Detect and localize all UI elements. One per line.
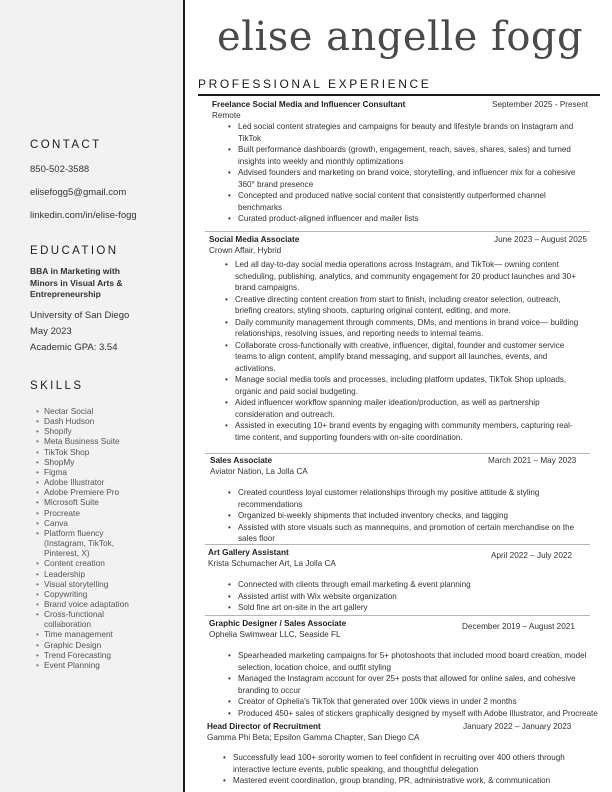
contact-phone: 850-502-3588 [30, 164, 90, 175]
job-dates: June 2023 – August 2025 [494, 235, 587, 244]
skill-item: • Content creation [36, 558, 146, 568]
job-divider [205, 453, 590, 454]
skill-item: • Visual storytelling [36, 579, 146, 589]
job-bullet: • Connected with clients through email marketing & event planning [228, 579, 583, 591]
skill-item: • Shopify [36, 426, 146, 436]
job-bullet: • Advised founders and marketing on brand voice, storytelling, and influencer mix for a cohesive 360° brand presence [228, 167, 583, 190]
experience-rule [198, 94, 600, 96]
job-bullet: • Assisted artist with Wix website organization [228, 591, 583, 603]
job-org: Aviator Nation, La Jolla CA [210, 467, 308, 476]
job-title: Sales Associate [210, 456, 273, 465]
job-bullet: • Creative directing content creation from start to finish, including creator selection, outreach, briefing creators, styling shoots, capturing original content, editing, and more. [225, 294, 585, 317]
education-gpa: Academic GPA: 3.54 [30, 342, 118, 353]
skill-item: • Platform fluency (Instagram, TikTok, Pinterest, X) [36, 528, 146, 558]
job-title: Head Director of Recruitment [207, 722, 321, 731]
job-bullets [225, 259, 585, 443]
skill-item: • Graphic Design [36, 640, 146, 650]
skill-item: • Procreate [36, 508, 146, 518]
job-bullet: • Led social content strategies and campaigns for beauty and lifestyle brands on Instagram and TikTok [228, 121, 583, 144]
skill-item: • Time management [36, 629, 146, 639]
job-bullet: • Manage social media tools and processes, including platform updates, TikTok Shop uploads, organic and paid social budgeting. [225, 374, 585, 397]
skill-item: • Nectar Social [36, 406, 146, 416]
experience-heading: PROFESSIONAL EXPERIENCE [198, 77, 432, 91]
job-bullet: • Assisted in executing 10+ brand events by engaging with community members, capturing real-time content, and supporting founders with on-site coordination. [225, 420, 585, 443]
job-bullets [223, 752, 588, 787]
job-org: Krista Schumacher Art, La Jolla CA [208, 559, 336, 568]
job-bullet: • Produced 450+ sales of stickers graphically designed by myself with Adobe Illustrator, and Procreate [228, 708, 598, 720]
job-bullet: • Daily community management through comments, DMs, and mentions in brand voice— building relationships, resolving issues, and reporting needs to internal teams. [225, 317, 585, 340]
job-bullets [228, 579, 583, 614]
job-divider [205, 615, 590, 616]
contact-linkedin: linkedin.com/in/elise-fogg [30, 210, 137, 221]
skill-item: • Trend Forecasting [36, 650, 146, 660]
education-degree: BBA in Marketing with Minors in Visual Arts & Entrepreneurship [30, 266, 123, 299]
skill-item: • Cross-functional collaboration [36, 609, 146, 629]
job-title: Art Gallery Assistant [208, 548, 289, 557]
job-bullet: • Assisted with store visuals such as mannequins, and promotion of certain merchandise on the sales floor [228, 522, 583, 545]
contact-heading: CONTACT [30, 139, 102, 151]
job-bullets [228, 121, 583, 225]
job-bullet: • Creator of Ophelia's TikTok that generated over 100k views in under 2 months [228, 696, 598, 708]
education-heading: EDUCATION [30, 245, 119, 257]
skills-heading: SKILLS [30, 380, 84, 392]
job-title: Graphic Designer / Sales Associate [209, 619, 347, 628]
job-org: Remote [212, 111, 241, 120]
job-bullet: • Curated product-aligned influencer and mailer lists [228, 213, 583, 225]
job-bullet: • Successfully lead 100+ sorority women to feel confident in recruiting over 400 others through interactive lecture events, public speaking, and thoughtful delegation [223, 752, 588, 775]
skill-item: • Adobe Premiere Pro [36, 487, 146, 497]
job-dates: March 2021 – May 2023 [488, 456, 577, 465]
skill-item: • Leadership [36, 569, 146, 579]
skill-item: • Meta Business Suite [36, 436, 146, 446]
contact-email: elisefogg5@gmail.com [30, 187, 127, 198]
skill-item: • Adobe Illustrator [36, 477, 146, 487]
education-school: University of San Diego [30, 310, 130, 321]
job-bullets [228, 650, 598, 719]
job-dates: January 2022 – January 2023 [463, 722, 572, 731]
sidebar [0, 0, 185, 792]
job-org: Gamma Phi Beta; Epsilon Gamma Chapter, San Diego CA [207, 733, 420, 742]
job-dates: December 2019 – August 2021 [462, 622, 575, 631]
job-bullet: • Created countless loyal customer relationships through my positive attitude & styling recommendations [228, 487, 583, 510]
job-divider [205, 231, 590, 232]
job-org: Crown Affair, Hybrid [209, 246, 282, 255]
job-dates: September 2025 - Present [492, 100, 589, 109]
job-bullet: • Spearheaded marketing campaigns for 5+ photoshoots that included mood board creation, model selection, location choice, and outfit styling [228, 650, 598, 673]
job-org: Ophelia Swimwear LLC, Seaside FL [209, 630, 341, 639]
skill-item: • Microsoft Suite [36, 497, 146, 507]
job-bullet: • Led all day-to-day social media operations across Instagram, and TikTok— owning content scheduling, publishing, analytics, and community engagement for 20 product launches and 30+ brand campaigns. [225, 259, 585, 294]
job-dates: April 2022 – July 2022 [491, 551, 573, 560]
skill-item: • Canva [36, 518, 146, 528]
job-bullet: • Sold fine art on-site in the art gallery [228, 602, 583, 614]
job-bullet: • Aided influencer workflow spanning mailer ideation/production, as well as partnership consideration and outreach. [225, 397, 585, 420]
education-date: May 2023 [30, 326, 72, 337]
job-bullet: • Collaborate cross-functionally with creative, influencer, digital, founder and customer service teams to align content, amplify brand messaging, and support all launches, events, and activations. [225, 340, 585, 375]
skill-item: • TikTok Shop [36, 447, 146, 457]
job-bullet: • Mastered event coordination, group branding, PR, administrative work, & communication [223, 775, 588, 787]
resume-name: elise angelle fogg [217, 14, 584, 60]
job-bullet: • Organized bi-weekly shipments that included inventory checks, and tagging [228, 510, 583, 522]
skills-list [36, 406, 146, 670]
skill-item: • Brand voice adaptation [36, 599, 146, 609]
skill-item: • Event Planning [36, 660, 146, 670]
job-title: Freelance Social Media and Influencer Consultant [212, 100, 406, 109]
skill-item: • Dash Hudson [36, 416, 146, 426]
skill-item: • ShopMy [36, 457, 146, 467]
skill-item: • Copywriting [36, 589, 146, 599]
job-bullet: • Built performance dashboards (growth, engagement, reach, saves, shares, sales) and turned insights into weekly and monthly optimizations [228, 144, 583, 167]
job-bullets [228, 487, 583, 545]
job-bullet: • Managed the Instagram account for over 25+ posts that allowed for online sales, and cohesive branding to occur [228, 673, 598, 696]
job-title: Social Media Associate [209, 235, 300, 244]
job-bullet: • Concepted and produced native social content that consistently outperformed channel benchmarks [228, 190, 583, 213]
job-divider [205, 544, 590, 545]
skill-item: • Figma [36, 467, 146, 477]
